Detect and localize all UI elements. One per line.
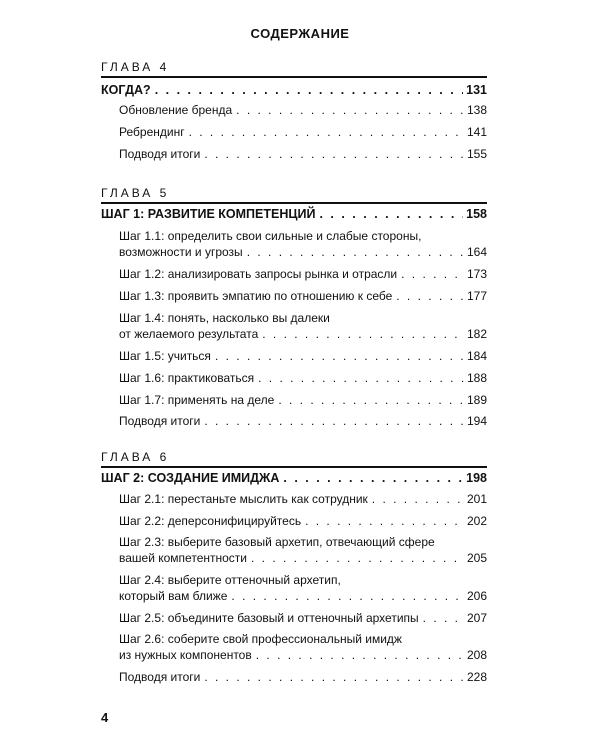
dot-leader xyxy=(401,266,464,282)
toc-entry[interactable] xyxy=(101,228,487,260)
entry-title: Шаг 1.7: применять на деле xyxy=(119,393,275,407)
entry-title: Шаг 2.6: соберите свой профессиональный имидж xyxy=(119,632,402,646)
page-ref: 189 xyxy=(466,393,487,407)
dot-leader xyxy=(189,124,464,140)
chapter-divider xyxy=(101,202,487,204)
page-ref: 205 xyxy=(466,551,487,565)
page-ref: 208 xyxy=(466,648,487,662)
dot-leader xyxy=(247,244,464,260)
dot-leader xyxy=(423,610,464,626)
page-ref: 184 xyxy=(466,349,487,363)
page-ref: 131 xyxy=(466,83,487,97)
page-ref: 173 xyxy=(466,267,487,281)
toc-entry[interactable] xyxy=(101,288,487,304)
chapter-title: ШАГ 2: СОЗДАНИЕ ИМИДЖА xyxy=(101,471,280,485)
entry-title: Ребрендинг xyxy=(119,125,185,139)
chapter-title-entry[interactable] xyxy=(101,82,487,98)
toc-entry[interactable] xyxy=(101,348,487,364)
entry-title: Шаг 2.1: перестаньте мыслить как сотрудник xyxy=(119,492,368,506)
page-ref: 202 xyxy=(466,514,487,528)
entry-title-continued: вашей компетентности xyxy=(119,551,247,565)
toc-entry[interactable] xyxy=(101,572,487,604)
toc-entry[interactable] xyxy=(101,146,487,162)
page-ref: 228 xyxy=(466,670,487,684)
chapter-label: ГЛАВА 6 xyxy=(101,450,170,464)
entry-title-continued: от желаемого результата xyxy=(119,327,259,341)
page-ref: 164 xyxy=(466,245,487,259)
entry-title: Шаг 2.3: выберите базовый архетип, отвечающий сфере xyxy=(119,535,435,549)
toc-entry[interactable] xyxy=(101,413,487,429)
entry-title: Шаг 2.5: объедините базовый и оттеночный архетипы xyxy=(119,611,419,625)
page-ref: 182 xyxy=(466,327,487,341)
page-ref: 194 xyxy=(466,414,487,428)
toc-entry[interactable] xyxy=(101,370,487,386)
page-number: 4 xyxy=(101,710,109,725)
dot-leader xyxy=(258,370,464,386)
toc-entry[interactable] xyxy=(101,124,487,140)
chapter-title-entry[interactable] xyxy=(101,470,487,486)
toc-entry[interactable] xyxy=(101,266,487,282)
entry-title: Шаг 1.3: проявить эмпатию по отношению к себе xyxy=(119,289,393,303)
page-ref: 206 xyxy=(466,589,487,603)
entry-title: Шаг 1.5: учиться xyxy=(119,349,211,363)
dot-leader xyxy=(231,588,464,604)
toc-entry[interactable] xyxy=(101,310,487,342)
entry-title-continued: который вам ближе xyxy=(119,589,228,603)
chapter-divider xyxy=(101,76,487,78)
toc-entry[interactable] xyxy=(101,102,487,118)
entry-title: Подводя итоги xyxy=(119,147,201,161)
entry-title: Шаг 1.4: понять, насколько вы далеки xyxy=(119,311,330,325)
toc-entry[interactable] xyxy=(101,491,487,507)
page-ref: 177 xyxy=(466,289,487,303)
entry-title: Подводя итоги xyxy=(119,414,201,428)
dot-leader xyxy=(204,146,464,162)
dot-leader xyxy=(251,550,464,566)
chapter-label: ГЛАВА 5 xyxy=(101,186,170,200)
page-ref: 198 xyxy=(466,471,487,485)
entry-title: Шаг 2.4: выберите оттеночный архетип, xyxy=(119,573,341,587)
page-ref: 188 xyxy=(466,371,487,385)
page-ref: 138 xyxy=(466,103,487,117)
toc-entry[interactable] xyxy=(101,610,487,626)
toc-entry[interactable] xyxy=(101,669,487,685)
dot-leader xyxy=(215,348,464,364)
dot-leader xyxy=(256,647,464,663)
entry-title: Шаг 2.2: деперсонифицируйтесь xyxy=(119,514,302,528)
page-ref: 155 xyxy=(466,147,487,161)
dot-leader xyxy=(319,206,463,222)
toc-entry[interactable] xyxy=(101,534,487,566)
dot-leader xyxy=(236,102,464,118)
entry-title: Подводя итоги xyxy=(119,670,201,684)
dot-leader xyxy=(283,470,463,486)
entry-title: Шаг 1.6: практиковаться xyxy=(119,371,255,385)
chapter-title: ШАГ 1: РАЗВИТИЕ КОМПЕТЕНЦИЙ xyxy=(101,207,316,221)
dot-leader xyxy=(262,326,464,342)
page-ref: 141 xyxy=(466,125,487,139)
dot-leader xyxy=(155,82,463,98)
entry-title: Обновление бренда xyxy=(119,103,233,117)
entry-title-continued: из нужных компонентов xyxy=(119,648,252,662)
toc-entry[interactable] xyxy=(101,392,487,408)
page-ref: 207 xyxy=(466,611,487,625)
dot-leader xyxy=(305,513,464,529)
page-ref: 201 xyxy=(466,492,487,506)
entry-title: Шаг 1.2: анализировать запросы рынка и отрасли xyxy=(119,267,398,281)
toc-entry[interactable] xyxy=(101,513,487,529)
chapter-title: КОГДА? xyxy=(101,83,151,97)
dot-leader xyxy=(204,669,464,685)
dot-leader xyxy=(278,392,464,408)
dot-leader xyxy=(204,413,464,429)
dot-leader xyxy=(372,491,464,507)
chapter-title-entry[interactable] xyxy=(101,206,487,222)
page-ref: 158 xyxy=(466,207,487,221)
entry-title: Шаг 1.1: определить свои сильные и слабые стороны, xyxy=(119,229,422,243)
entry-title-continued: возможности и угрозы xyxy=(119,245,243,259)
chapter-divider xyxy=(101,466,487,468)
toc-entry[interactable] xyxy=(101,631,487,663)
page-title: СОДЕРЖАНИЕ xyxy=(250,26,350,41)
chapter-label: ГЛАВА 4 xyxy=(101,60,170,74)
dot-leader xyxy=(396,288,464,304)
